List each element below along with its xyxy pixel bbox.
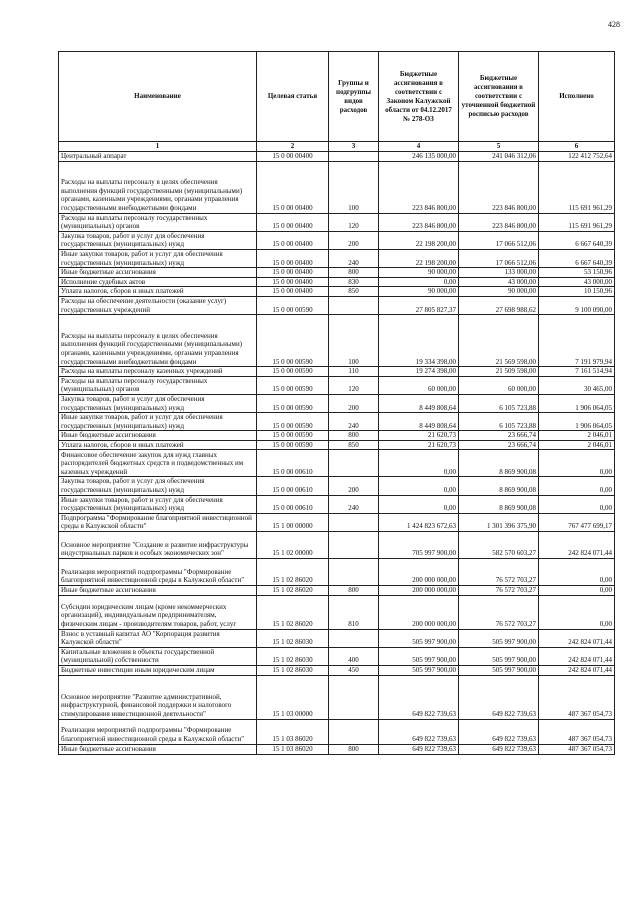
- table-row: [59, 268, 615, 278]
- row-refined-allocation: 223 846 800,00: [459, 161, 539, 213]
- row-refined-allocation: 21 509 598,00: [459, 367, 539, 377]
- table-row: [59, 296, 615, 314]
- row-law-allocation: 649 822 739,63: [379, 675, 459, 719]
- row-law-allocation: 649 822 739,63: [379, 744, 459, 754]
- row-law-allocation: 505 997 900,00: [379, 647, 459, 665]
- table-row: [59, 231, 615, 249]
- row-refined-allocation: 23 666,74: [459, 431, 539, 441]
- row-target-article: 15 1 02 00000: [257, 532, 329, 559]
- table-row: [59, 394, 615, 412]
- row-executed: 242 824 071,44: [539, 666, 615, 676]
- row-name: Капитальные вложения в объекты государственной (муниципальной) собственности: [59, 647, 257, 665]
- row-name: Бюджетные инвестиции иным юридическим лицам: [59, 666, 257, 676]
- row-target-article: 15 0 00 00590: [257, 296, 329, 314]
- table-row: [59, 413, 615, 431]
- row-refined-allocation: 76 572 703,27: [459, 586, 539, 596]
- row-law-allocation: 0,00: [379, 495, 459, 513]
- row-law-allocation: 19 334 398,00: [379, 315, 459, 367]
- row-target-article: 15 0 00 00590: [257, 440, 329, 450]
- row-law-allocation: 90 000,00: [379, 268, 459, 278]
- row-refined-allocation: 17 066 512,06: [459, 249, 539, 267]
- table-row: [59, 647, 615, 665]
- row-executed: 767 477 699,17: [539, 513, 615, 531]
- row-target-article: 15 0 00 00400: [257, 277, 329, 287]
- row-expense-group: 200: [329, 394, 379, 412]
- row-expense-group: 800: [329, 586, 379, 596]
- row-name: Иные бюджетные ассигнования: [59, 268, 257, 278]
- row-name: Субсидии юридическим лицам (кроме некоммерческих организаций), индивидуальным предпринимателям, физическим лицам - производителям товаров, работ, услуг: [59, 595, 257, 629]
- row-expense-group: [329, 532, 379, 559]
- row-law-allocation: 21 620,73: [379, 431, 459, 441]
- table-row: [59, 666, 615, 676]
- column-number: 5: [459, 142, 539, 152]
- row-law-allocation: 223 846 800,00: [379, 161, 459, 213]
- table-row: [59, 440, 615, 450]
- table-row: [59, 376, 615, 394]
- header-executed: Исполнено: [539, 52, 615, 142]
- row-law-allocation: 200 000 000,00: [379, 586, 459, 596]
- row-name: Иные бюджетные ассигнования: [59, 586, 257, 596]
- row-refined-allocation: 133 000,00: [459, 268, 539, 278]
- row-name: Расходы на выплаты персоналу казенных учреждений: [59, 367, 257, 377]
- row-expense-group: [329, 296, 379, 314]
- row-target-article: 15 0 00 00610: [257, 495, 329, 513]
- row-name: Закупка товаров, работ и услуг для обеспечения государственных (муниципальных) нужд: [59, 231, 257, 249]
- row-name: Исполнение судебных актов: [59, 277, 257, 287]
- row-executed: 487 367 054,73: [539, 719, 615, 744]
- row-expense-group: 810: [329, 595, 379, 629]
- row-executed: 242 824 071,44: [539, 647, 615, 665]
- row-name: Подпрограмма "Формирование благоприятной инвестиционной среды в Калужской области": [59, 513, 257, 531]
- row-target-article: 15 0 00 00400: [257, 152, 329, 162]
- row-law-allocation: 21 620,73: [379, 440, 459, 450]
- row-name: Расходы на обеспечение деятельности (оказание услуг) государственных учреждений: [59, 296, 257, 314]
- table-row: [59, 249, 615, 267]
- row-law-allocation: 19 274 398,00: [379, 367, 459, 377]
- row-executed: 0,00: [539, 450, 615, 477]
- row-target-article: 15 1 03 86020: [257, 744, 329, 754]
- row-executed: 30 465,00: [539, 376, 615, 394]
- table-body: [59, 152, 615, 755]
- row-executed: 242 824 071,44: [539, 532, 615, 559]
- row-refined-allocation: 43 000,00: [459, 277, 539, 287]
- row-executed: 6 667 640,39: [539, 249, 615, 267]
- row-law-allocation: 60 000,00: [379, 376, 459, 394]
- row-executed: 7 161 514,94: [539, 367, 615, 377]
- row-name: Расходы на выплаты персоналу государственных (муниципальных) органов: [59, 213, 257, 231]
- row-name: Иные закупки товаров, работ и услуг для обеспечения государственных (муниципальных) нужд: [59, 249, 257, 267]
- row-refined-allocation: 8 869 900,08: [459, 495, 539, 513]
- row-expense-group: [329, 629, 379, 647]
- row-name: Расходы на выплаты персоналу в целях обеспечения выполнения функций государственными (муниципальными) органами, казенными учреждениями, органами управления государственными внебюджетными фондами: [59, 315, 257, 367]
- row-target-article: 15 0 00 00400: [257, 161, 329, 213]
- row-refined-allocation: 1 301 396 375,90: [459, 513, 539, 531]
- row-name: Иные закупки товаров, работ и услуг для обеспечения государственных (муниципальных) нужд: [59, 495, 257, 513]
- row-refined-allocation: 8 869 900,08: [459, 477, 539, 495]
- row-executed: 0,00: [539, 586, 615, 596]
- row-refined-allocation: 23 666,74: [459, 440, 539, 450]
- row-executed: 9 100 090,00: [539, 296, 615, 314]
- row-law-allocation: 246 135 000,00: [379, 152, 459, 162]
- row-name: Взнос в уставный капитал АО "Корпорация развития Калужской области": [59, 629, 257, 647]
- row-target-article: 15 1 02 86030: [257, 647, 329, 665]
- row-law-allocation: 223 846 800,00: [379, 213, 459, 231]
- table-row: [59, 675, 615, 719]
- row-refined-allocation: 27 698 988,62: [459, 296, 539, 314]
- row-law-allocation: 27 805 827,37: [379, 296, 459, 314]
- row-refined-allocation: 17 066 512,06: [459, 231, 539, 249]
- row-expense-group: 240: [329, 413, 379, 431]
- table-row: [59, 586, 615, 596]
- row-refined-allocation: 649 822 739,63: [459, 744, 539, 754]
- column-number: 3: [329, 142, 379, 152]
- table-row: [59, 495, 615, 513]
- row-target-article: 15 1 02 86020: [257, 559, 329, 586]
- row-law-allocation: 90 000,00: [379, 287, 459, 297]
- table-row: [59, 532, 615, 559]
- row-target-article: 15 1 03 86020: [257, 719, 329, 744]
- row-law-allocation: 200 000 000,00: [379, 559, 459, 586]
- row-law-allocation: 505 997 900,00: [379, 666, 459, 676]
- table-row: [59, 315, 615, 367]
- row-target-article: 15 0 00 00400: [257, 231, 329, 249]
- row-refined-allocation: 649 822 739,63: [459, 719, 539, 744]
- row-expense-group: 100: [329, 161, 379, 213]
- row-expense-group: [329, 152, 379, 162]
- row-executed: 2 046,01: [539, 440, 615, 450]
- row-expense-group: 120: [329, 213, 379, 231]
- row-name: Закупка товаров, работ и услуг для обеспечения государственных (муниципальных) нужд: [59, 477, 257, 495]
- table-row: [59, 629, 615, 647]
- row-target-article: 15 0 00 00400: [257, 213, 329, 231]
- row-refined-allocation: 223 846 800,00: [459, 213, 539, 231]
- row-target-article: 15 0 00 00590: [257, 315, 329, 367]
- budget-table: [58, 51, 615, 755]
- table-row: [59, 367, 615, 377]
- column-number: 4: [379, 142, 459, 152]
- row-name: Иные закупки товаров, работ и услуг для обеспечения государственных (муниципальных) нужд: [59, 413, 257, 431]
- row-target-article: 15 1 02 86020: [257, 595, 329, 629]
- row-name: Финансовое обеспечение закупок для нужд главных распорядителей бюджетных средств и подведомственных им казенных учреждений: [59, 450, 257, 477]
- row-executed: 43 000,00: [539, 277, 615, 287]
- row-target-article: 15 1 03 00000: [257, 675, 329, 719]
- row-target-article: 15 0 00 00590: [257, 413, 329, 431]
- row-law-allocation: 505 997 900,00: [379, 629, 459, 647]
- row-expense-group: 450: [329, 666, 379, 676]
- row-law-allocation: 0,00: [379, 277, 459, 287]
- row-law-allocation: 22 198 200,00: [379, 249, 459, 267]
- row-target-article: 15 1 00 00000: [257, 513, 329, 531]
- row-expense-group: 110: [329, 367, 379, 377]
- row-expense-group: [329, 513, 379, 531]
- row-name: Уплата налогов, сборов и иных платежей: [59, 287, 257, 297]
- table-row: [59, 213, 615, 231]
- row-expense-group: 240: [329, 249, 379, 267]
- row-name: Реализация мероприятий подпрограммы "Формирование благоприятной инвестиционной среды в Калужской области": [59, 719, 257, 744]
- row-target-article: 15 0 00 00400: [257, 249, 329, 267]
- row-executed: 0,00: [539, 477, 615, 495]
- row-executed: 115 691 961,29: [539, 213, 615, 231]
- row-expense-group: 200: [329, 477, 379, 495]
- row-expense-group: 800: [329, 268, 379, 278]
- row-refined-allocation: 582 570 603,27: [459, 532, 539, 559]
- table-row: [59, 287, 615, 297]
- row-law-allocation: 705 997 900,00: [379, 532, 459, 559]
- row-refined-allocation: 21 569 598,00: [459, 315, 539, 367]
- header-name: Наименование: [59, 52, 257, 142]
- table-row: [59, 152, 615, 162]
- table-row: [59, 477, 615, 495]
- row-refined-allocation: 505 997 900,00: [459, 629, 539, 647]
- row-target-article: 15 1 02 86030: [257, 666, 329, 676]
- header-expense-group: Группы и подгруппы видов расходов: [329, 52, 379, 142]
- table-row: [59, 277, 615, 287]
- row-name: Расходы на выплаты персоналу в целях обеспечения выполнения функций государственными (муниципальными) органами, казенными учреждениями, органами управления государственными внебюджетными фондами: [59, 161, 257, 213]
- row-name: Уплата налогов, сборов и иных платежей: [59, 440, 257, 450]
- row-name: Иные бюджетные ассигнования: [59, 744, 257, 754]
- row-law-allocation: 1 424 823 672,63: [379, 513, 459, 531]
- row-law-allocation: 649 822 739,63: [379, 719, 459, 744]
- row-name: Основное мероприятие "Развитие административной, инфраструктурной, финансовой поддержки и налогового стимулирования инвестиционной деятельности": [59, 675, 257, 719]
- row-refined-allocation: 6 105 723,88: [459, 394, 539, 412]
- row-executed: 0,00: [539, 559, 615, 586]
- row-expense-group: 800: [329, 744, 379, 754]
- column-number: 1: [59, 142, 257, 152]
- row-target-article: 15 0 00 00400: [257, 268, 329, 278]
- row-executed: 0,00: [539, 595, 615, 629]
- row-executed: 115 691 961,29: [539, 161, 615, 213]
- table-row: [59, 595, 615, 629]
- row-expense-group: 830: [329, 277, 379, 287]
- row-target-article: 15 0 00 00610: [257, 477, 329, 495]
- table-row: [59, 161, 615, 213]
- row-refined-allocation: 8 869 900,08: [459, 450, 539, 477]
- page-number: 428: [608, 20, 620, 29]
- row-executed: 122 412 752,64: [539, 152, 615, 162]
- row-law-allocation: 8 449 808,64: [379, 394, 459, 412]
- row-executed: 6 667 640,39: [539, 231, 615, 249]
- row-law-allocation: 0,00: [379, 450, 459, 477]
- row-name: Центральный аппарат: [59, 152, 257, 162]
- row-refined-allocation: 6 105 723,88: [459, 413, 539, 431]
- row-executed: 242 824 071,44: [539, 629, 615, 647]
- row-name: Расходы на выплаты персоналу государственных (муниципальных) органов: [59, 376, 257, 394]
- row-expense-group: [329, 719, 379, 744]
- row-expense-group: 200: [329, 231, 379, 249]
- row-name: Иные бюджетные ассигнования: [59, 431, 257, 441]
- table-row: [59, 450, 615, 477]
- row-law-allocation: 8 449 808,64: [379, 413, 459, 431]
- row-target-article: 15 1 02 86030: [257, 629, 329, 647]
- row-expense-group: [329, 675, 379, 719]
- row-executed: 487 367 054,73: [539, 675, 615, 719]
- table-row: [59, 744, 615, 754]
- table-row: [59, 719, 615, 744]
- row-target-article: 15 0 00 00590: [257, 431, 329, 441]
- table-row: [59, 513, 615, 531]
- row-executed: 487 367 054,73: [539, 744, 615, 754]
- header-target-article: Целевая статья: [257, 52, 329, 142]
- row-executed: 10 150,96: [539, 287, 615, 297]
- row-expense-group: 800: [329, 431, 379, 441]
- row-executed: 0,00: [539, 495, 615, 513]
- row-expense-group: 120: [329, 376, 379, 394]
- row-expense-group: [329, 559, 379, 586]
- row-law-allocation: 200 000 000,00: [379, 595, 459, 629]
- row-law-allocation: 22 198 200,00: [379, 231, 459, 249]
- row-target-article: 15 0 00 00590: [257, 367, 329, 377]
- row-expense-group: 100: [329, 315, 379, 367]
- row-executed: 1 906 064,05: [539, 413, 615, 431]
- header-refined-allocation: Бюджетные ассигнования в соответствии с уточненной бюджетной росписью расходов: [459, 52, 539, 142]
- table-row: [59, 559, 615, 586]
- row-refined-allocation: 60 000,00: [459, 376, 539, 394]
- row-name: Реализация мероприятий подпрограммы "Формирование благоприятной инвестиционной среды в Калужской области": [59, 559, 257, 586]
- row-name: Закупка товаров, работ и услуг для обеспечения государственных (муниципальных) нужд: [59, 394, 257, 412]
- row-target-article: 15 0 00 00590: [257, 394, 329, 412]
- header-law-allocation: Бюджетные ассигнования в соответствии с Законом Калужской области от 04.12.2017 № 278-ОЗ: [379, 52, 459, 142]
- column-number: 6: [539, 142, 615, 152]
- row-target-article: 15 0 00 00400: [257, 287, 329, 297]
- row-refined-allocation: 90 000,00: [459, 287, 539, 297]
- row-refined-allocation: 76 572 703,27: [459, 559, 539, 586]
- row-expense-group: 240: [329, 495, 379, 513]
- row-executed: 1 906 064,05: [539, 394, 615, 412]
- row-refined-allocation: 505 997 900,00: [459, 647, 539, 665]
- row-target-article: 15 1 02 86020: [257, 586, 329, 596]
- row-refined-allocation: 241 046 312,06: [459, 152, 539, 162]
- row-target-article: 15 0 00 00590: [257, 376, 329, 394]
- row-expense-group: 850: [329, 440, 379, 450]
- row-target-article: 15 0 00 00610: [257, 450, 329, 477]
- row-refined-allocation: 649 822 739,63: [459, 675, 539, 719]
- column-number: 2: [257, 142, 329, 152]
- row-executed: 53 150,96: [539, 268, 615, 278]
- row-expense-group: 400: [329, 647, 379, 665]
- row-name: Основное мероприятие "Создание и развитие инфраструктуры индустриальных парков и особых экономических зон": [59, 532, 257, 559]
- row-executed: 7 191 979,94: [539, 315, 615, 367]
- row-expense-group: 850: [329, 287, 379, 297]
- row-refined-allocation: 76 572 703,27: [459, 595, 539, 629]
- row-executed: 2 046,01: [539, 431, 615, 441]
- row-refined-allocation: 505 997 900,00: [459, 666, 539, 676]
- row-expense-group: [329, 450, 379, 477]
- table-row: [59, 431, 615, 441]
- column-number-row: [59, 142, 615, 152]
- row-law-allocation: 0,00: [379, 477, 459, 495]
